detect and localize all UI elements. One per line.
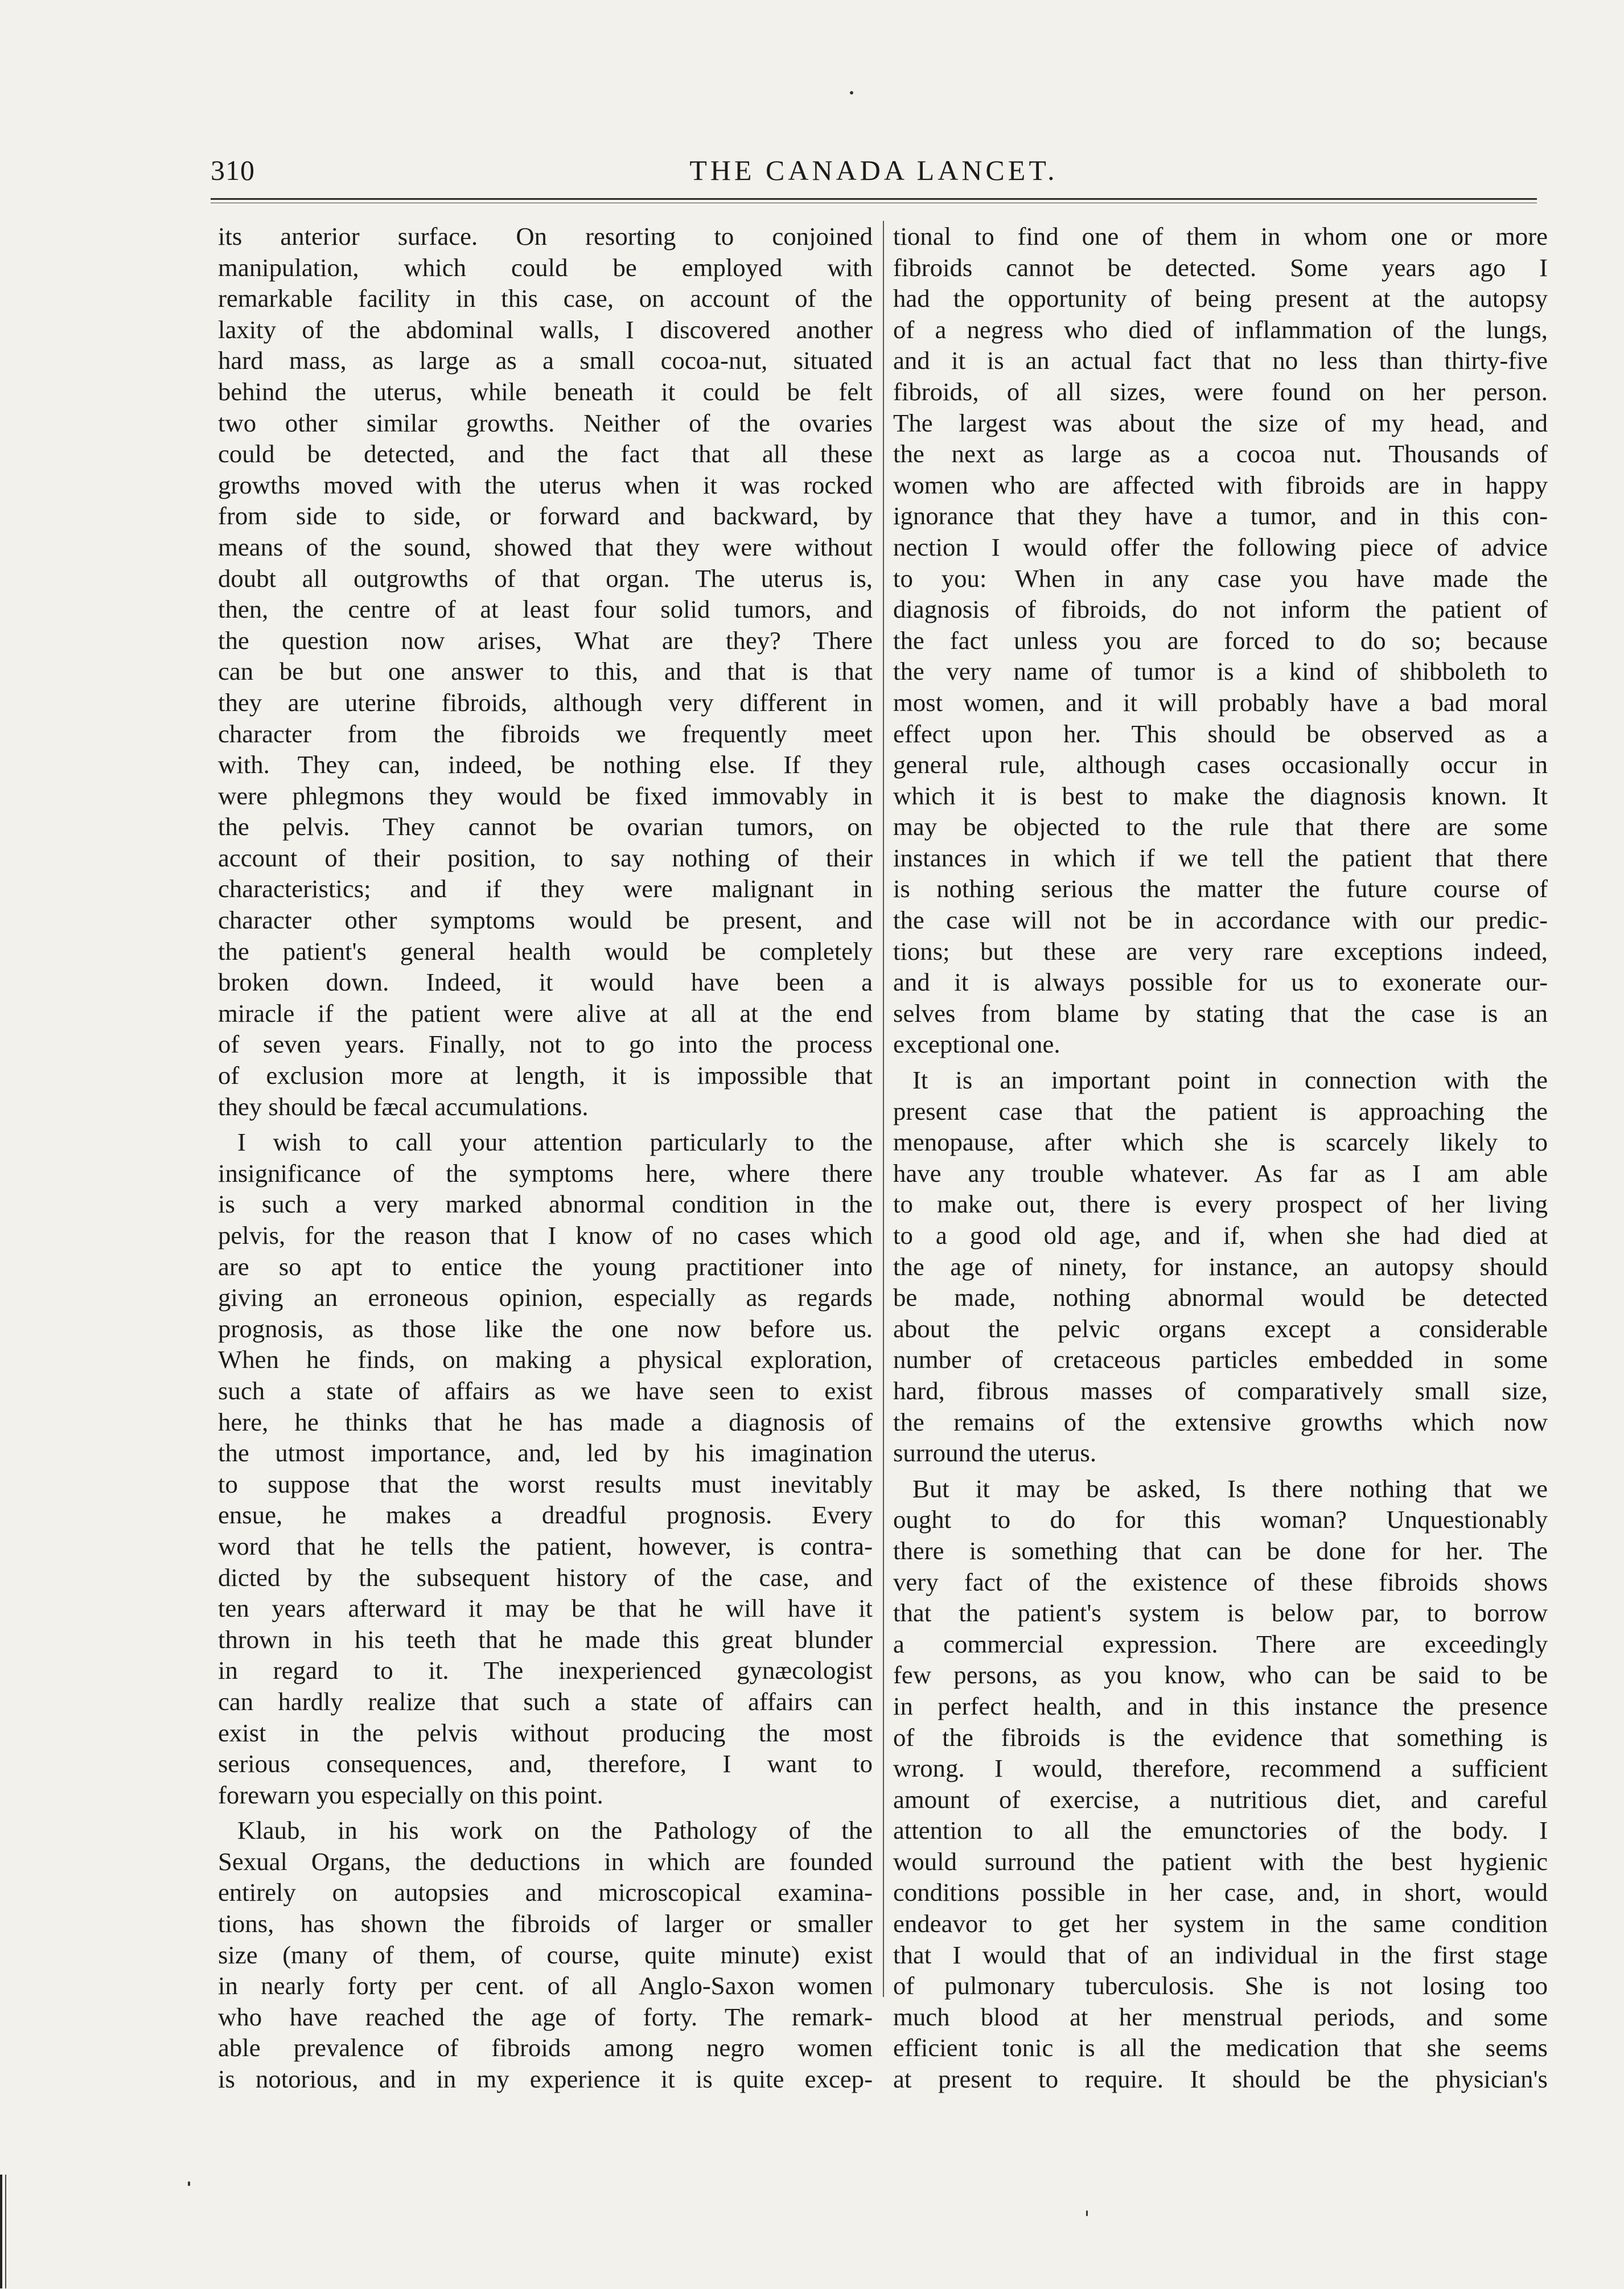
page-header [211,154,1537,199]
text-line: to make out, there is every prospect of her living [893,1190,1548,1219]
text-line: would surround the patient with the best hygienic [893,1847,1548,1876]
text-line: about the pelvic organs except a considerable [893,1314,1548,1343]
text-line: most women, and it will probably have a bad moral [893,688,1548,717]
text-line: diagnosis of fibroids, do not inform the patient of [893,595,1548,624]
text-line: Sexual Organs, the deductions in which are founded [218,1847,873,1876]
text-line: number of cretaceous particles embedded in some [893,1345,1548,1374]
page-edge-mark [0,2175,8,2288]
text-line: then, the centre of at least four solid tumors, and [218,595,873,624]
text-line: with. They can, indeed, be nothing else. If they [218,750,873,779]
left-column [218,221,873,2095]
text-line: characteristics; and if they were malignant in [218,874,873,903]
text-line: of a negress who died of inflammation of the lungs, [893,315,1548,344]
text-line: to you: When in any case you have made the [893,564,1548,593]
text-line: word that he tells the patient, however, is contra- [218,1531,873,1560]
text-line: ought to do for this woman? Unquestionably [893,1505,1548,1534]
text-line: and it is always possible for us to exonerate our- [893,968,1548,997]
text-line: manipulation, which could be employed with [218,253,873,282]
article-body [218,221,1548,2094]
text-line: the next as large as a cocoa nut. Thousands of [893,439,1548,469]
text-line: character other symptoms would be present, and [218,906,873,935]
text-line: doubt all outgrowths of that organ. The uterus is, [218,564,873,593]
text-line: in nearly forty per cent. of all Anglo-Saxon women [218,1971,873,2000]
text-line: exist in the pelvis without producing the most [218,1718,873,1747]
text-line: to suppose that the worst results must inevitably [218,1469,873,1498]
text-line: such a state of affairs as we have seen to exist [218,1376,873,1405]
text-line: hard, fibrous masses of comparatively small size, [893,1376,1548,1405]
text-line: When he finds, on making a physical exploration, [218,1345,873,1374]
text-line: could be detected, and the fact that all these [218,439,873,469]
text-line: miracle if the patient were alive at all at the end [218,998,873,1028]
text-line: two other similar growths. Neither of the ovaries [218,408,873,437]
text-line: ten years afterward it may be that he will have it [218,1594,873,1623]
text-line: that the patient's system is below par, to borrow [893,1598,1548,1628]
page-number: 310 [211,154,255,186]
text-line: can hardly realize that such a state of affairs can [218,1687,873,1716]
text-line: of the fibroids is the evidence that something is [893,1723,1548,1752]
text-line: hard mass, as large as a small cocoa-nut, situated [218,346,873,375]
text-line: entirely on autopsies and microscopical examina- [218,1878,873,1907]
text-line: be made, nothing abnormal would be detected [893,1283,1548,1312]
text-line: is notorious, and in my experience it is quite excep- [218,2065,873,2094]
text-line: surround the uterus. [893,1439,1097,1468]
text-line: who have reached the age of forty. The remark- [218,2002,873,2031]
text-line: general rule, although cases occasionally occur in [893,750,1548,779]
text-line: its anterior surface. On resorting to conjoined [218,222,873,250]
text-line: effect upon her. This should be observed as a [893,719,1548,748]
text-line: the case will not be in accordance with our predic- [893,906,1548,935]
text-line: very fact of the existence of these fibroids shows [893,1567,1548,1596]
text-line: laxity of the abdominal walls, I discovered another [218,315,873,344]
text-line: dicted by the subsequent history of the case, and [218,1563,873,1592]
text-line: tions; but these are very rare exceptions indeed, [893,936,1548,965]
text-line: the pelvis. They cannot be ovarian tumors, on [218,812,873,841]
text-line: tions, has shown the fibroids of larger or smaller [218,1909,873,1938]
print-speck [188,2181,190,2186]
text-line: a commercial expression. There are exceedingly [893,1629,1548,1658]
column-divider [883,221,884,1997]
paragraph-start-line: I wish to call your attention particularly to the [237,1128,873,1157]
text-line: had the opportunity of being present at the autopsy [893,284,1548,313]
text-line: the question now arises, What are they? There [218,626,873,655]
text-line: that I would that of an individual in the first stage [893,1940,1548,1969]
text-line: forewarn you especially on this point. [218,1780,603,1809]
text-line: attention to all the emunctories of the body. I [893,1816,1548,1845]
journal-title: THE CANADA LANCET. [689,154,1058,186]
text-line: from side to side, or forward and backward, by [218,502,873,531]
text-line: account of their position, to say nothing of their [218,843,873,872]
paragraph-start-line: Klaub, in his work on the Pathology of the [237,1816,873,1845]
text-line: nection I would offer the following piece of advice [893,532,1548,561]
paragraph-start-line: It is an important point in connection with the [912,1066,1548,1095]
text-line: conditions possible in her case, and, in short, would [893,1878,1548,1907]
text-line: to a good old age, and if, when she had died at [893,1221,1548,1250]
right-column [893,221,1548,2095]
text-line: the utmost importance, and, led by his imagination [218,1439,873,1468]
text-line: ignorance that they have a tumor, and in this con- [893,502,1548,531]
text-line: instances in which if we tell the patient that there [893,843,1548,872]
text-line: the fact unless you are forced to do so; because [893,626,1548,655]
text-line: size (many of them, of course, quite minute) exist [218,1940,873,1969]
text-line: here, he thinks that he has made a diagnosis of [218,1407,873,1436]
text-line: growths moved with the uterus when it was rocked [218,470,873,499]
text-line: they should be fæcal accumulations. [218,1092,589,1121]
text-line: present case that the patient is approaching the [893,1096,1548,1125]
text-line: thrown in his teeth that he made this great blunder [218,1625,873,1654]
text-line: broken down. Indeed, it would have been a [218,968,873,997]
text-line: the very name of tumor is a kind of shibboleth to [893,657,1548,686]
text-line: endeavor to get her system in the same condition [893,1909,1548,1938]
text-line: giving an erroneous opinion, especially as regards [218,1283,873,1312]
text-line: remarkable facility in this case, on account of the [218,284,873,313]
text-line: there is something that can be done for her. The [893,1536,1548,1565]
text-line: character from the fibroids we frequently meet [218,719,873,748]
text-line: can be but one answer to this, and that is that [218,657,873,686]
text-line: they are uterine fibroids, although very different in [218,688,873,717]
text-line: women who are affected with fibroids are in happy [893,470,1548,499]
text-line: of pulmonary tuberculosis. She is not losing too [893,1971,1548,2000]
text-line: fibroids, of all sizes, were found on her person. [893,377,1548,406]
print-speck [850,91,853,94]
text-line: have any trouble whatever. As far as I am able [893,1158,1548,1187]
text-line: few persons, as you know, who can be said to be [893,1661,1548,1690]
text-line: of exclusion more at length, it is impossible that [218,1061,873,1090]
text-line: in regard to it. The inexperienced gynæcologist [218,1656,873,1685]
text-line: behind the uterus, while beneath it could be felt [218,377,873,406]
text-line: fibroids cannot be detected. Some years ago I [893,253,1548,282]
text-line: insignificance of the symptoms here, where there [218,1158,873,1187]
text-line: the patient's general health would be completely [218,936,873,965]
text-line: able prevalence of fibroids among negro women [218,2033,873,2062]
text-line: were phlegmons they would be fixed immovably in [218,781,873,810]
print-speck [1086,2210,1088,2216]
text-line: serious consequences, and, therefore, I want to [218,1749,873,1778]
text-line: in perfect health, and in this instance the presence [893,1691,1548,1720]
text-line: and it is an actual fact that no less than thirty-five [893,346,1548,375]
text-line: are so apt to entice the young practitioner into [218,1252,873,1281]
text-line: is nothing serious the matter the future course of [893,874,1548,903]
text-line: selves from blame by stating that the case is an [893,998,1548,1028]
text-line: much blood at her menstrual periods, and some [893,2002,1548,2031]
text-line: the age of ninety, for instance, an autopsy should [893,1252,1548,1281]
text-line: at present to require. It should be the physician's [893,2065,1548,2094]
text-line: is such a very marked abnormal condition in the [218,1190,873,1219]
text-line: exceptional one. [893,1030,1060,1059]
text-line: ensue, he makes a dreadful prognosis. Every [218,1501,873,1530]
text-line: of seven years. Finally, not to go into the process [218,1030,873,1059]
text-line: which it is best to make the diagnosis known. It [893,781,1548,810]
text-line: efficient tonic is all the medication that she seems [893,2033,1548,2062]
text-line: pelvis, for the reason that I know of no cases which [218,1221,873,1250]
header-rule [211,198,1537,200]
text-line: prognosis, as those like the one now before us. [218,1314,873,1343]
text-line: may be objected to the rule that there are some [893,812,1548,841]
text-line: amount of exercise, a nutritious diet, and careful [893,1785,1548,1814]
text-line: wrong. I would, therefore, recommend a sufficient [893,1754,1548,1783]
text-line: means of the sound, showed that they were without [218,532,873,561]
text-line: The largest was about the size of my head, and [893,408,1548,437]
text-line: tional to find one of them in whom one or more [893,222,1548,250]
text-line: the remains of the extensive growths which now [893,1407,1548,1436]
paragraph-start-line: But it may be asked, Is there nothing that we [912,1474,1548,1503]
text-line: menopause, after which she is scarcely likely to [893,1128,1548,1157]
